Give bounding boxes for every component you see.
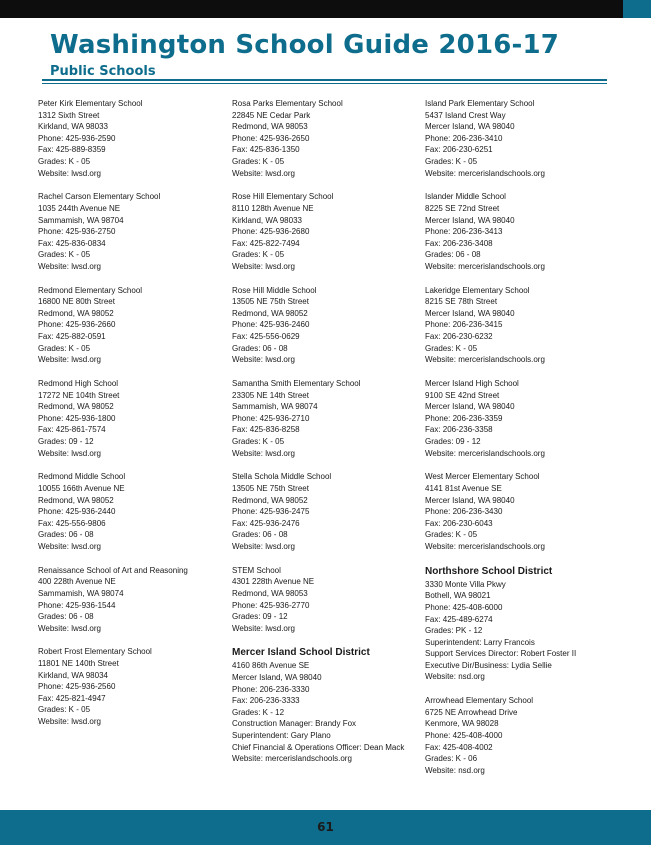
entry-line: Fax: 425-889-8359 xyxy=(38,145,106,155)
entry-line: Fax: 425-861-7574 xyxy=(38,425,106,435)
entry-line: 8225 SE 72nd Street xyxy=(425,203,500,213)
entry-line: Website: lwsd.org xyxy=(38,623,101,633)
entry-line: Grades: PK - 12 xyxy=(425,626,483,636)
entry-line: Superintendent: Gary Plano xyxy=(232,731,331,741)
entry-line: 8215 SE 78th Street xyxy=(425,297,498,307)
entry-line: 400 228th Avenue NE xyxy=(38,577,116,587)
entry-line: 9100 SE 42nd Street xyxy=(425,390,500,400)
entry-line: Fax: 425-882-0591 xyxy=(38,332,106,342)
entry-line: Website: lwsd.org xyxy=(38,261,101,271)
entry-line: Redmond, WA 98052 xyxy=(38,495,114,505)
entry-line: Mercer Island, WA 98040 xyxy=(425,308,515,318)
school-entry xyxy=(232,565,422,635)
directory-column-3 xyxy=(425,98,615,789)
entry-line: Kirkland, WA 98033 xyxy=(232,215,302,225)
entry-line: Fax: 425-822-7494 xyxy=(232,238,300,248)
entry-line: Website: nsd.org xyxy=(425,672,485,682)
entry-line: Phone: 206-236-3415 xyxy=(425,320,503,330)
entry-line: Mercer Island, WA 98040 xyxy=(425,122,515,132)
school-entry xyxy=(232,378,422,459)
header-rule-thin xyxy=(42,83,607,84)
school-entry xyxy=(425,98,615,179)
entry-line: Website: mercerislandschools.org xyxy=(425,448,545,458)
entry-line: 8110 128th Avenue NE xyxy=(232,203,314,213)
entry-line: Fax: 425-836-8258 xyxy=(232,425,300,435)
entry-line: Grades: K - 05 xyxy=(425,530,478,540)
entry-line: Grades: K - 05 xyxy=(38,705,91,715)
entry-line: Website: mercerislandschools.org xyxy=(425,355,545,365)
entry-line: Grades: K - 05 xyxy=(38,343,91,353)
entry-line: Phone: 425-936-2440 xyxy=(38,507,116,517)
entry-line: Grades: K - 05 xyxy=(38,156,91,166)
entry-line: 4141 81st Avenue SE xyxy=(425,483,502,493)
entry-line: Redmond, WA 98052 xyxy=(38,402,114,412)
entry-line: Redmond, WA 98052 xyxy=(38,308,114,318)
entry-line: Website: lwsd.org xyxy=(38,717,101,727)
entry-line: Phone: 425-936-2660 xyxy=(38,320,116,330)
entry-line: Grades: K - 12 xyxy=(232,707,285,717)
entry-line: Mercer Island, WA 98040 xyxy=(232,673,322,683)
school-name: Redmond High School xyxy=(38,379,119,389)
entry-line: Phone: 425-936-2750 xyxy=(38,227,116,237)
page-subtitle: Public Schools xyxy=(50,64,156,79)
entry-line: 6725 NE Arrowhead Drive xyxy=(425,707,518,717)
entry-line: Phone: 425-936-2770 xyxy=(232,600,310,610)
entry-line: Website: mercerislandschools.org xyxy=(232,754,352,764)
entry-line: Phone: 425-408-6000 xyxy=(425,602,503,612)
school-entry xyxy=(38,378,228,459)
entry-line: Phone: 425-408-4000 xyxy=(425,731,503,741)
school-name: Peter Kirk Elementary School xyxy=(38,99,143,108)
entry-line: Sammamish, WA 98704 xyxy=(38,215,124,225)
entry-line: Phone: 206-236-3410 xyxy=(425,133,503,143)
entry-line: Website: lwsd.org xyxy=(232,168,295,178)
entry-line: Phone: 425-936-2560 xyxy=(38,682,116,692)
page-title: Washington School Guide 2016-17 xyxy=(50,30,560,60)
entry-line: Mercer Island, WA 98040 xyxy=(425,495,515,505)
school-name: Lakeridge Elementary School xyxy=(425,285,530,295)
school-entry xyxy=(232,98,422,179)
entry-line: Website: lwsd.org xyxy=(38,541,101,551)
school-name: Rose Hill Middle School xyxy=(232,285,317,295)
entry-line: Fax: 206-230-6232 xyxy=(425,332,493,342)
entry-line: Phone: 425-936-1800 xyxy=(38,413,116,423)
school-name: Redmond Middle School xyxy=(38,472,126,482)
entry-line: Website: lwsd.org xyxy=(232,355,295,365)
school-entry xyxy=(38,98,228,179)
school-name: Arrowhead Elementary School xyxy=(425,696,534,706)
entry-line: 23305 NE 14th Street xyxy=(232,390,309,400)
school-name: STEM School xyxy=(232,565,281,575)
entry-line: 13505 NE 75th Street xyxy=(232,483,309,493)
entry-line: Executive Dir/Business: Lydia Sellie xyxy=(425,660,552,670)
entry-line: Website: nsd.org xyxy=(425,765,485,775)
school-name: Islander Middle School xyxy=(425,192,506,202)
school-entry xyxy=(38,565,228,635)
entry-line: Mercer Island, WA 98040 xyxy=(425,402,515,412)
entry-line: Support Services Director: Robert Foster II xyxy=(425,649,577,659)
district-entry xyxy=(232,646,422,764)
entry-line: Grades: K - 06 xyxy=(425,754,478,764)
entry-line: Website: mercerislandschools.org xyxy=(425,261,545,271)
school-entry xyxy=(425,471,615,552)
school-entry xyxy=(38,471,228,552)
entry-line: Superintendent: Larry Francois xyxy=(425,637,535,647)
entry-line: Grades: K - 05 xyxy=(38,250,91,260)
entry-line: Phone: 206-236-3413 xyxy=(425,227,503,237)
school-name: Mercer Island High School xyxy=(425,379,519,389)
entry-line: Fax: 425-821-4947 xyxy=(38,693,106,703)
school-entry xyxy=(232,285,422,366)
entry-line: Website: lwsd.org xyxy=(38,355,101,365)
entry-line: Grades: 06 - 08 xyxy=(232,343,288,353)
entry-line: Grades: K - 05 xyxy=(425,343,478,353)
entry-line: Grades: K - 05 xyxy=(232,437,285,446)
entry-line: Grades: K - 05 xyxy=(232,250,285,260)
entry-line: Bothell, WA 98021 xyxy=(425,591,491,601)
district-entry xyxy=(425,565,615,683)
entry-line: Website: lwsd.org xyxy=(38,448,101,458)
entry-line: Fax: 425-556-0629 xyxy=(232,332,300,342)
entry-line: Fax: 425-556-9806 xyxy=(38,518,106,528)
entry-line: Fax: 425-836-1350 xyxy=(232,145,300,155)
school-name: Rachel Carson Elementary School xyxy=(38,192,161,202)
school-name: Samantha Smith Elementary School xyxy=(232,379,361,389)
entry-line: Grades: 06 - 08 xyxy=(425,250,481,260)
school-name: Renaissance School of Art and Reasoning xyxy=(38,565,188,575)
entry-line: Phone: 425-936-2650 xyxy=(232,133,310,143)
entry-line: Fax: 425-408-4002 xyxy=(425,742,493,752)
entry-line: Redmond, WA 98053 xyxy=(232,122,308,132)
school-entry xyxy=(425,378,615,459)
entry-line: Grades: 09 - 12 xyxy=(232,612,288,622)
directory-column-2 xyxy=(232,98,422,777)
entry-line: Grades: 06 - 08 xyxy=(38,530,94,540)
entry-line: Kirkland, WA 98033 xyxy=(38,122,108,132)
entry-line: Phone: 425-936-2710 xyxy=(232,413,310,423)
entry-line: Grades: 09 - 12 xyxy=(38,437,94,446)
entry-line: 22845 NE Cedar Park xyxy=(232,110,311,120)
school-name: West Mercer Elementary School xyxy=(425,472,540,482)
entry-line: Fax: 425-489-6274 xyxy=(425,614,493,624)
entry-line: Phone: 425-936-1544 xyxy=(38,600,116,610)
top-band-accent xyxy=(623,0,651,18)
entry-line: 10055 166th Avenue NE xyxy=(38,483,125,493)
entry-line: Website: lwsd.org xyxy=(232,623,295,633)
entry-line: 3330 Monte Villa Pkwy xyxy=(425,579,506,589)
school-name: Stella Schola Middle School xyxy=(232,472,332,482)
entry-line: Website: mercerislandschools.org xyxy=(425,541,545,551)
school-name: Rose Hill Elementary School xyxy=(232,192,334,202)
school-entry xyxy=(38,285,228,366)
entry-line: Phone: 425-936-2590 xyxy=(38,133,116,143)
entry-line: 4160 86th Avenue SE xyxy=(232,661,310,671)
school-entry xyxy=(38,646,228,727)
entry-line: Fax: 206-236-3358 xyxy=(425,425,493,435)
school-entry xyxy=(232,471,422,552)
school-entry xyxy=(425,695,615,776)
directory-column-1 xyxy=(38,98,228,740)
entry-line: 16800 NE 80th Street xyxy=(38,297,115,307)
entry-line: Phone: 206-236-3330 xyxy=(232,684,310,694)
school-name: Island Park Elementary School xyxy=(425,99,535,108)
entry-line: Grades: 09 - 12 xyxy=(425,437,481,446)
entry-line: 1312 Sixth Street xyxy=(38,110,100,120)
top-band xyxy=(0,0,651,18)
entry-line: Kirkland, WA 98034 xyxy=(38,670,108,680)
entry-line: Fax: 206-230-6251 xyxy=(425,145,493,155)
entry-line: Fax: 425-936-2476 xyxy=(232,518,300,528)
entry-line: Sammamish, WA 98074 xyxy=(38,588,124,598)
entry-line: 5437 Island Crest Way xyxy=(425,110,506,120)
entry-line: Grades: 06 - 08 xyxy=(232,530,288,540)
entry-line: Redmond, WA 98053 xyxy=(232,588,308,598)
entry-line: Fax: 425-836-0834 xyxy=(38,238,106,248)
school-entry xyxy=(38,191,228,272)
entry-line: Chief Financial & Operations Officer: Dean Mack xyxy=(232,742,405,752)
entry-line: Grades: 06 - 08 xyxy=(38,612,94,622)
entry-line: Website: mercerislandschools.org xyxy=(425,168,545,178)
entry-line: Sammamish, WA 98074 xyxy=(232,402,318,412)
district-name: Northshore School District xyxy=(425,565,553,577)
entry-line: Phone: 206-236-3430 xyxy=(425,507,503,517)
entry-line: 11801 NE 140th Street xyxy=(38,659,119,669)
entry-line: Grades: K - 05 xyxy=(232,156,285,166)
school-entry xyxy=(425,285,615,366)
entry-line: Website: lwsd.org xyxy=(232,541,295,551)
school-name: Rosa Parks Elementary School xyxy=(232,99,343,108)
entry-line: Redmond, WA 98052 xyxy=(232,308,308,318)
school-name: Robert Frost Elementary School xyxy=(38,647,152,657)
entry-line: Phone: 425-936-2460 xyxy=(232,320,310,330)
entry-line: Kenmore, WA 98028 xyxy=(425,719,499,729)
entry-line: Phone: 425-936-2475 xyxy=(232,507,310,517)
school-entry xyxy=(232,191,422,272)
entry-line: 13505 NE 75th Street xyxy=(232,297,309,307)
entry-line: Website: lwsd.org xyxy=(38,168,101,178)
entry-line: Construction Manager: Brandy Fox xyxy=(232,719,357,729)
entry-line: Fax: 206-230-6043 xyxy=(425,518,493,528)
entry-line: Fax: 206-236-3408 xyxy=(425,238,493,248)
entry-line: Redmond, WA 98052 xyxy=(232,495,308,505)
page-number: 61 xyxy=(317,820,334,834)
entry-line: Website: lwsd.org xyxy=(232,261,295,271)
entry-line: Website: lwsd.org xyxy=(232,448,295,458)
header-rule-thick xyxy=(42,79,607,81)
entry-line: 17272 NE 104th Street xyxy=(38,390,120,400)
entry-line: 4301 228th Avenue NE xyxy=(232,577,315,587)
entry-line: Grades: K - 05 xyxy=(425,156,478,166)
footer-band xyxy=(0,810,651,845)
school-name: Redmond Elementary School xyxy=(38,285,143,295)
entry-line: Fax: 206-236-3333 xyxy=(232,696,300,706)
school-entry xyxy=(425,191,615,272)
district-name: Mercer Island School District xyxy=(232,647,370,659)
entry-line: Phone: 206-236-3359 xyxy=(425,413,503,423)
entry-line: Phone: 425-936-2680 xyxy=(232,227,310,237)
entry-line: Mercer Island, WA 98040 xyxy=(425,215,515,225)
entry-line: 1035 244th Avenue NE xyxy=(38,203,121,213)
